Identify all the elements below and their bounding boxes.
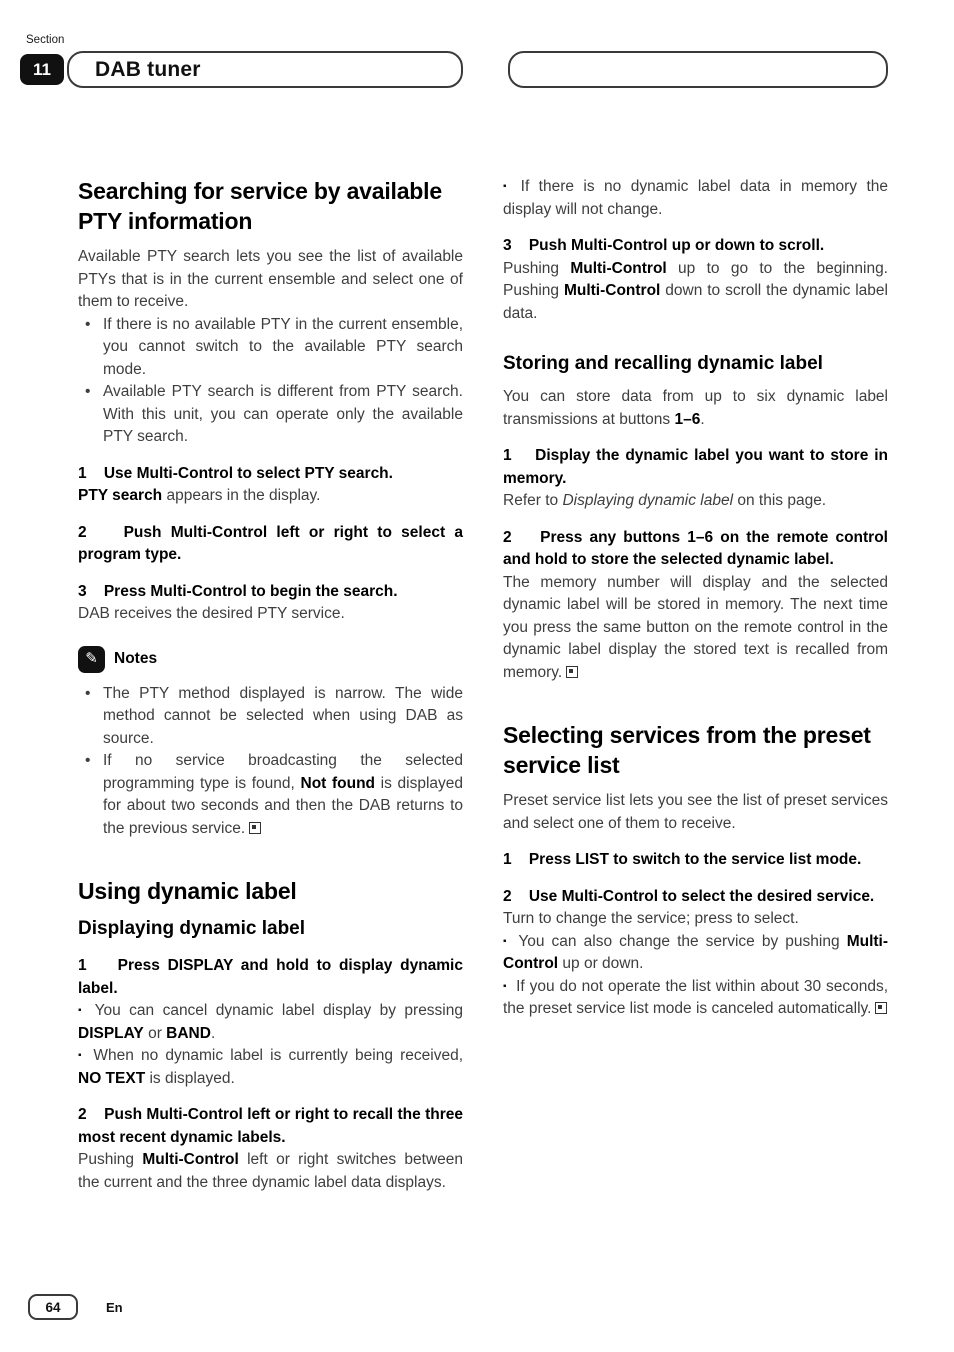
notes-box <box>78 646 463 673</box>
text-run: Pushing Multi-Control left or right switches between the current and the three dynamic label data displays. <box>78 1151 463 1191</box>
pencil-notes-icon: ✎ <box>78 646 105 673</box>
header-row <box>20 51 888 88</box>
text-run: 2 Push Multi-Control left or right to recall the three most recent dynamic labels. <box>78 1106 463 1146</box>
square-bullet-icon: ▪ <box>503 980 508 992</box>
step-instruction <box>78 463 463 486</box>
square-bullet-icon: ▪ <box>503 935 510 947</box>
text-run: DAB receives the desired PTY service. <box>78 605 345 622</box>
square-bullet-icon: ▪ <box>78 1050 85 1061</box>
step-instruction <box>78 581 463 604</box>
text-run: Turn to change the service; press to select. <box>503 910 799 927</box>
text-run: 2 Push Multi-Control left or right to select a program type. <box>78 523 463 563</box>
text-run: 3 Push Multi-Control up or down to scroll. <box>503 237 825 254</box>
note-item <box>503 976 888 1021</box>
note-item <box>503 931 888 976</box>
section-label: Section <box>26 34 65 46</box>
text-run: The memory number will display and the selected dynamic label will be stored in memory. The next time you press the same button on the remote control in the dynamic label display the stored text is recalled from memory. <box>503 573 888 681</box>
end-of-section-icon <box>875 1002 887 1014</box>
chapter-title: DAB tuner <box>95 57 201 81</box>
step-instruction <box>503 445 888 490</box>
square-bullet-icon: ▪ <box>78 1005 86 1016</box>
section-heading: Selecting services from the preset service list <box>503 722 871 778</box>
text-run: PTY search appears in the display. <box>78 487 321 504</box>
paragraph <box>78 1149 463 1194</box>
sub-heading: Storing and recalling dynamic label <box>503 353 823 374</box>
step-instruction <box>503 235 888 258</box>
text-run: Preset service list lets you see the list of preset services and select one of them to receive. <box>503 792 888 832</box>
paragraph <box>503 258 888 326</box>
text-run: You can also change the service by pushing Multi-Control up or down. <box>503 932 889 972</box>
text-run: 1 Press DISPLAY and hold to display dynamic label. <box>78 957 463 997</box>
bullet-item <box>78 683 463 751</box>
text-run: Pushing Multi-Control up to go to the beginning. Pushing Multi-Control down to scroll the dynamic label data. <box>503 259 888 322</box>
end-of-section-icon <box>566 666 578 678</box>
text-run: If there is no dynamic label data in memory the display will not change. <box>503 178 888 218</box>
page-number: 64 <box>28 1294 78 1320</box>
paragraph <box>78 485 463 508</box>
text-run: If no service broadcasting the selected programming type is found, Not found is displayed for about two seconds and then the DAB returns to the previous service. <box>103 752 463 837</box>
step-instruction <box>503 527 888 572</box>
section-heading: Searching for service by available PTY information <box>78 178 442 234</box>
step-instruction <box>78 955 463 1000</box>
text-run: You can store data from up to six dynamic label transmissions at buttons 1–6. <box>503 388 888 428</box>
paragraph <box>503 386 888 431</box>
text-run: 3 Press Multi-Control to begin the search. <box>78 582 398 600</box>
section-heading: Using dynamic label <box>78 878 297 904</box>
note-item <box>78 1000 463 1045</box>
paragraph <box>503 490 888 513</box>
bullet-icon: • <box>85 383 91 400</box>
sub-heading: Displaying dynamic label <box>78 918 306 939</box>
bullet-item <box>78 314 463 382</box>
page-footer <box>28 1294 123 1320</box>
bullet-item <box>78 381 463 449</box>
bullet-icon: • <box>85 752 91 769</box>
header-right-box <box>508 51 888 88</box>
bullet-item <box>78 750 463 840</box>
note-item <box>78 1045 463 1090</box>
paragraph <box>503 790 888 835</box>
note-item <box>503 176 888 221</box>
text-run: If there is no available PTY in the current ensemble, you cannot switch to the available PTY search mode. <box>103 315 463 378</box>
right-column <box>503 176 888 1194</box>
step-instruction <box>503 886 888 909</box>
paragraph <box>78 246 463 314</box>
chapter-title-box <box>67 51 463 88</box>
language-label: En <box>106 1299 123 1315</box>
square-bullet-icon: ▪ <box>503 181 512 192</box>
section-number-badge: 11 <box>20 54 64 85</box>
paragraph <box>78 603 463 626</box>
bullet-icon: • <box>85 684 91 702</box>
bullet-icon: • <box>85 315 91 333</box>
text-run: When no dynamic label is currently being received, NO TEXT is displayed. <box>78 1047 464 1087</box>
paragraph <box>503 908 888 931</box>
content-columns <box>0 88 954 1194</box>
text-run: Refer to Displaying dynamic label on this page. <box>503 492 827 509</box>
text-run: The PTY method displayed is narrow. The wide method cannot be selected when using DAB as source. <box>103 684 463 747</box>
text-run: 1 Display the dynamic label you want to store in memory. <box>503 447 888 487</box>
text-run: 1 Press LIST to switch to the service list mode. <box>503 851 862 868</box>
left-column <box>78 176 463 1194</box>
text-run: You can cancel dynamic label display by pressing DISPLAY or BAND. <box>78 1002 463 1042</box>
paragraph <box>503 572 888 685</box>
notes-label: Notes <box>114 649 158 667</box>
end-of-section-icon <box>249 822 261 834</box>
text-run: 2 Use Multi-Control to select the desired service. <box>503 887 875 905</box>
step-instruction <box>78 1104 463 1149</box>
text-run: 1 Use Multi-Control to select PTY search. <box>78 464 393 482</box>
text-run: If you do not operate the list within about 30 seconds, the preset service list mode is canceled automatically. <box>503 977 889 1017</box>
step-instruction <box>503 849 888 872</box>
page-header <box>0 0 954 88</box>
text-run: 2 Press any buttons 1–6 on the remote control and hold to store the selected dynamic label. <box>503 528 888 568</box>
step-instruction <box>78 522 463 567</box>
text-run: Available PTY search is different from PTY search. With this unit, you can operate only the available PTY search. <box>103 383 463 445</box>
text-run: Available PTY search lets you see the list of available PTYs that is in the current ensemble and select one of them to receive. <box>78 248 463 310</box>
